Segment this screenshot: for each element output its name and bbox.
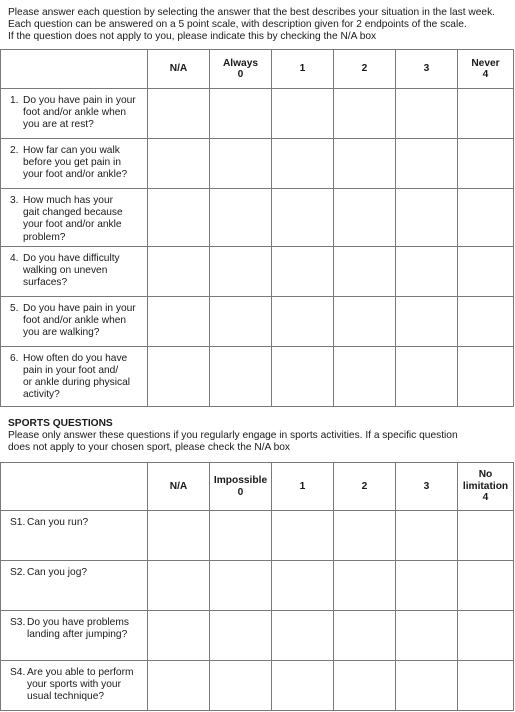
question-cell	[1, 511, 148, 561]
answer-2-cell[interactable]	[334, 89, 396, 139]
question-text: landing after jumping?	[27, 629, 128, 641]
answer-3-cell[interactable]	[396, 346, 458, 406]
question-text: Do you have difficulty	[23, 252, 120, 264]
table-row	[1, 189, 514, 247]
question-number: 2.	[10, 145, 19, 156]
answer-3-cell[interactable]	[396, 561, 458, 611]
answer-4-cell[interactable]	[458, 189, 514, 247]
answer-1-cell[interactable]	[272, 296, 334, 346]
question-cell	[1, 246, 148, 296]
question-text: gait changed because	[23, 207, 123, 219]
header-col3: 3	[396, 50, 458, 89]
question-cell	[1, 561, 148, 611]
answer-3-cell[interactable]	[396, 89, 458, 139]
answer-0-cell[interactable]	[210, 296, 272, 346]
header-col0-value: 0	[237, 69, 244, 80]
answer-1-cell[interactable]	[272, 511, 334, 561]
question-header-cell	[1, 50, 148, 89]
answer-1-cell[interactable]	[272, 139, 334, 189]
table-header-row	[1, 50, 514, 89]
header-na: N/A	[148, 463, 210, 511]
question-text: activity?	[23, 389, 60, 401]
question-text: your foot and/or ankle?	[23, 169, 128, 181]
question-text: pain in your foot and/	[23, 365, 119, 377]
question-cell	[1, 189, 148, 247]
answer-0-cell[interactable]	[210, 189, 272, 247]
answer-2-cell[interactable]	[334, 296, 396, 346]
table-row	[1, 561, 514, 611]
answer-0-cell[interactable]	[210, 661, 272, 711]
header-col0	[210, 50, 272, 89]
question-number: S1.	[10, 517, 26, 528]
question-number: 6.	[10, 352, 19, 364]
table-row	[1, 346, 514, 406]
answer-2-cell[interactable]	[334, 246, 396, 296]
instruction-line: Each question can be answered on a 5 point scale, with description given for 2 endpoints of the scale.	[8, 19, 467, 31]
question-text: foot and/or ankle when	[23, 315, 127, 327]
answer-0-cell[interactable]	[210, 139, 272, 189]
question-text: you are walking?	[23, 327, 100, 339]
answer-3-cell[interactable]	[396, 661, 458, 711]
answer-0-cell[interactable]	[210, 246, 272, 296]
answer-4-cell[interactable]	[458, 611, 514, 661]
question-text: or ankle during physical	[23, 377, 131, 389]
answer-na-cell[interactable]	[148, 89, 210, 139]
answer-na-cell[interactable]	[148, 246, 210, 296]
question-text: How much has your	[23, 195, 114, 206]
answer-1-cell[interactable]	[272, 611, 334, 661]
answer-na-cell[interactable]	[148, 346, 210, 406]
answer-4-cell[interactable]	[458, 561, 514, 611]
answer-4-cell[interactable]	[458, 346, 514, 406]
table-row	[1, 246, 514, 296]
table-row	[1, 661, 514, 711]
question-text: surfaces?	[23, 277, 68, 289]
answer-2-cell[interactable]	[334, 511, 396, 561]
answer-0-cell[interactable]	[210, 346, 272, 406]
question-number: 5.	[10, 302, 19, 314]
header-col2: 2	[334, 50, 396, 89]
question-number: 4.	[10, 252, 19, 264]
answer-0-cell[interactable]	[210, 611, 272, 661]
answer-4-cell[interactable]	[458, 139, 514, 189]
header-col4	[458, 50, 514, 89]
table-row	[1, 611, 514, 661]
header-col0	[210, 463, 272, 511]
question-text: your sports with your	[27, 679, 121, 691]
question-text: How often do you have	[23, 352, 128, 364]
answer-na-cell[interactable]	[148, 611, 210, 661]
answer-3-cell[interactable]	[396, 611, 458, 661]
table-row	[1, 89, 514, 139]
symptom-table	[0, 49, 514, 407]
answer-0-cell[interactable]	[210, 89, 272, 139]
table-row	[1, 511, 514, 561]
answer-na-cell[interactable]	[148, 561, 210, 611]
answer-3-cell[interactable]	[396, 139, 458, 189]
header-col1: 1	[272, 463, 334, 511]
question-text: Do you have pain in your	[23, 95, 136, 106]
instruction-line: Please answer each question by selecting the answer that the best describes your situation in the last week.	[8, 7, 496, 18]
answer-4-cell[interactable]	[458, 511, 514, 561]
answer-3-cell[interactable]	[396, 246, 458, 296]
header-na: N/A	[148, 50, 210, 89]
question-text: Are you able to perform	[27, 667, 134, 678]
question-number: S3.	[10, 617, 26, 628]
sports-instruction-line: does not apply to your chosen sport, please check the N/A box	[8, 442, 291, 454]
instruction-line: If the question does not apply to you, please indicate this by checking the N/A box	[8, 31, 377, 43]
question-cell	[1, 296, 148, 346]
instructions	[8, 7, 508, 44]
question-text: foot and/or ankle when	[23, 107, 127, 119]
answer-1-cell[interactable]	[272, 561, 334, 611]
answer-na-cell[interactable]	[148, 511, 210, 561]
question-number: S2.	[10, 567, 26, 578]
answer-2-cell[interactable]	[334, 346, 396, 406]
header-col0-value: 0	[237, 486, 244, 498]
sports-table	[0, 462, 514, 711]
sports-instruction-line: Please only answer these questions if you regularly engage in sports activities. If a specific question	[8, 430, 458, 442]
answer-4-cell[interactable]	[458, 661, 514, 711]
answer-2-cell[interactable]	[334, 561, 396, 611]
question-text: your foot and/or ankle	[23, 219, 122, 231]
answer-1-cell[interactable]	[272, 89, 334, 139]
answer-na-cell[interactable]	[148, 189, 210, 247]
question-text: problem?	[23, 231, 66, 243]
answer-0-cell[interactable]	[210, 561, 272, 611]
header-col4-value: 4	[482, 492, 489, 504]
question-number: 1.	[10, 95, 19, 106]
question-header-cell	[1, 463, 148, 511]
question-cell	[1, 611, 148, 661]
header-col4	[458, 463, 514, 511]
question-text: you are at rest?	[23, 119, 94, 131]
answer-4-cell[interactable]	[458, 246, 514, 296]
question-text: before you get pain in	[23, 157, 121, 169]
question-text: usual technique?	[27, 691, 105, 703]
question-text: How far can you walk	[23, 145, 120, 156]
answer-3-cell[interactable]	[396, 189, 458, 247]
table-header-row	[1, 463, 514, 511]
answer-4-cell[interactable]	[458, 89, 514, 139]
answer-na-cell[interactable]	[148, 296, 210, 346]
answer-na-cell[interactable]	[148, 139, 210, 189]
answer-3-cell[interactable]	[396, 511, 458, 561]
question-text: Do you have pain in your	[23, 302, 136, 314]
table-row	[1, 296, 514, 346]
header-col1: 1	[272, 50, 334, 89]
question-text: Can you jog?	[27, 567, 88, 578]
question-cell	[1, 346, 148, 406]
answer-na-cell[interactable]	[148, 661, 210, 711]
header-col3: 3	[396, 463, 458, 511]
question-text: Can you run?	[27, 517, 89, 528]
header-col0-label: Always	[222, 57, 259, 69]
answer-4-cell[interactable]	[458, 296, 514, 346]
answer-3-cell[interactable]	[396, 296, 458, 346]
question-cell	[1, 661, 148, 711]
answer-2-cell[interactable]	[334, 661, 396, 711]
header-col4-value: 4	[482, 69, 489, 80]
question-text: walking on uneven	[23, 265, 108, 277]
question-number: 3.	[10, 195, 19, 206]
header-col2: 2	[334, 463, 396, 511]
header-col0-label: Impossible	[213, 475, 268, 486]
header-col4-label: Never	[471, 57, 500, 69]
answer-2-cell[interactable]	[334, 611, 396, 661]
answer-0-cell[interactable]	[210, 511, 272, 561]
question-cell	[1, 89, 148, 139]
question-text: Do you have problems	[27, 617, 129, 628]
header-col4-label-2: limitation	[462, 480, 509, 492]
answer-1-cell[interactable]	[272, 661, 334, 711]
sports-section-header	[8, 418, 508, 455]
answer-2-cell[interactable]	[334, 189, 396, 247]
answer-1-cell[interactable]	[272, 346, 334, 406]
answer-2-cell[interactable]	[334, 139, 396, 189]
table-row	[1, 139, 514, 189]
question-cell	[1, 139, 148, 189]
sports-title: SPORTS QUESTIONS	[8, 418, 113, 429]
answer-1-cell[interactable]	[272, 246, 334, 296]
question-number: S4.	[10, 667, 26, 678]
header-col4-label: No	[478, 469, 493, 481]
answer-1-cell[interactable]	[272, 189, 334, 247]
